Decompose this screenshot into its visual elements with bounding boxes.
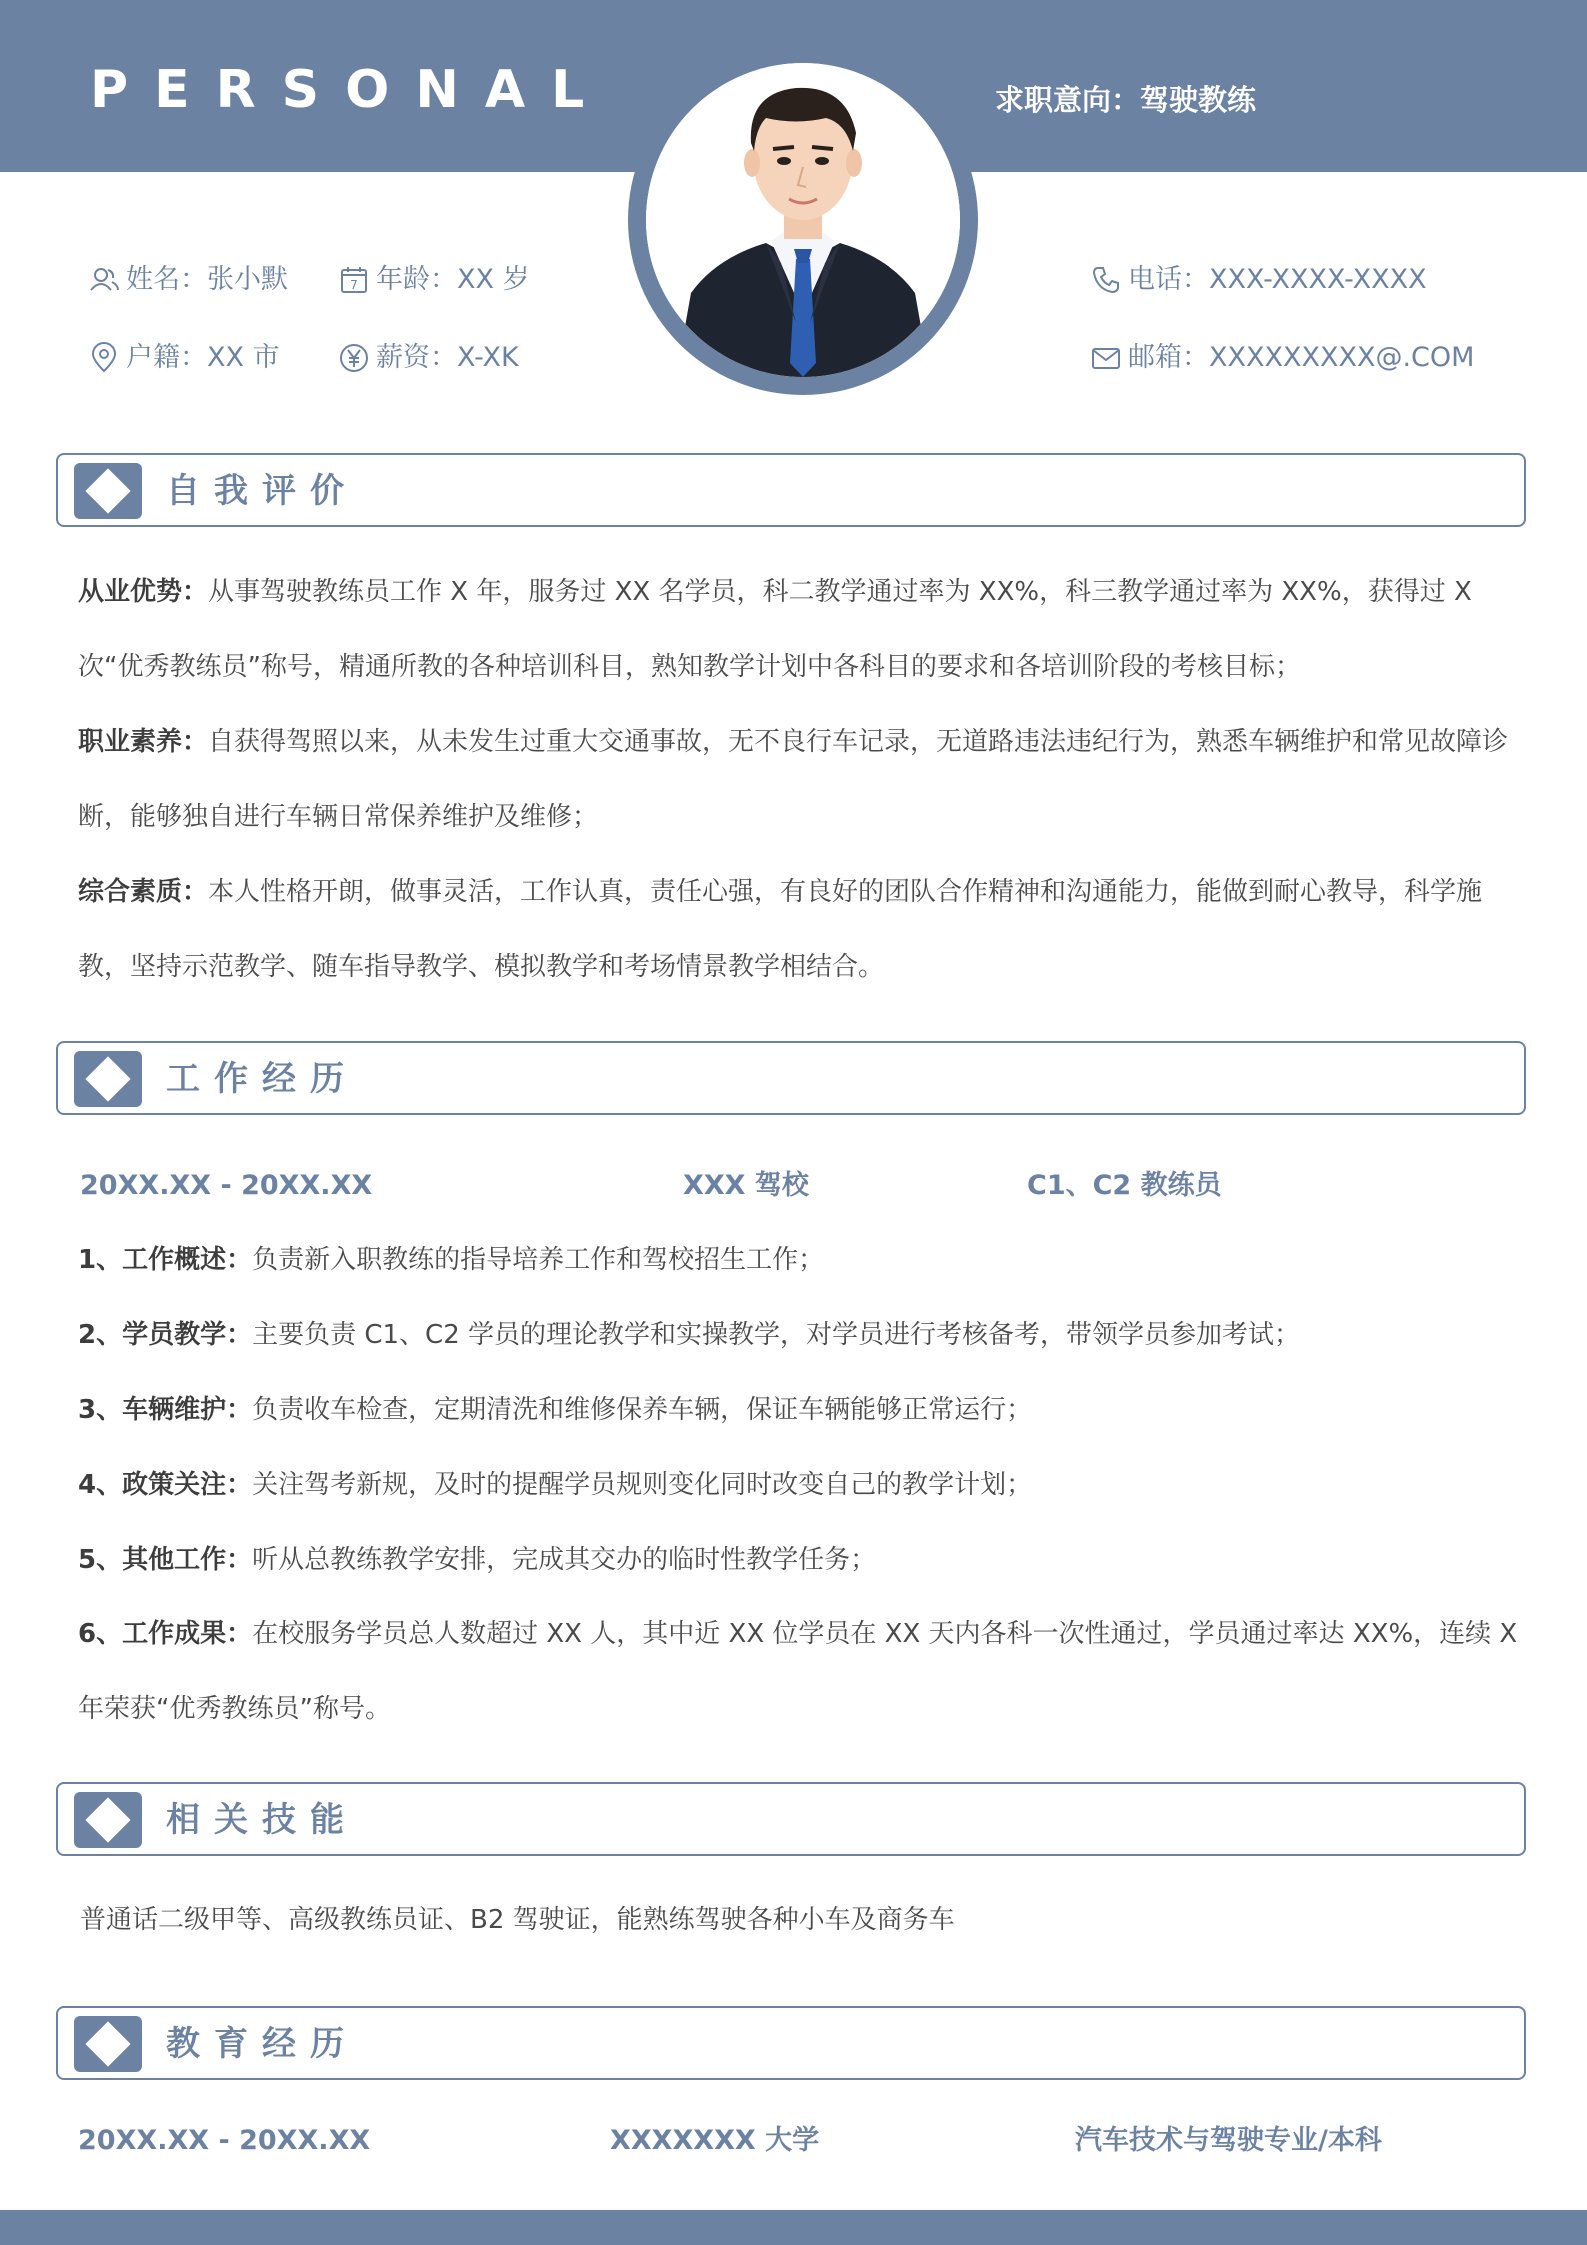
work-period: 20XX.XX - 20XX.XX (80, 1170, 373, 1201)
self-eval-p3-label: 综合素质： (78, 877, 209, 907)
section-work (56, 1041, 1526, 1115)
info-phone (1090, 260, 1427, 300)
job-intent: 求职意向：驾驶教练 (995, 83, 1257, 117)
section-badge (74, 1051, 142, 1107)
section-skills (56, 1782, 1526, 1856)
section-badge (74, 463, 142, 519)
edu-period: 20XX.XX - 20XX.XX (78, 2125, 371, 2156)
brand-title: PERSONAL (90, 60, 611, 120)
work-item (78, 1390, 1032, 1430)
section-badge (74, 2016, 142, 2072)
info-phone-text: 电话：XXX-XXXX-XXXX (1128, 264, 1427, 295)
self-eval-p2 (78, 705, 1518, 855)
section-title: 工作经历 (166, 1059, 358, 1099)
work-item-label: 5、其他工作： (78, 1545, 253, 1575)
info-email (1090, 338, 1474, 378)
work-item (78, 1465, 1032, 1505)
work-item-label: 2、学员教学： (78, 1320, 253, 1350)
work-item-label: 6、工作成果： (78, 1619, 253, 1649)
info-email-text: 邮箱：XXXXXXXXX@.COM (1128, 342, 1475, 373)
work-item-text: 关注驾考新规，及时的提醒学员规则变化同时改变自己的教学计划； (252, 1470, 1033, 1500)
work-item (78, 1240, 824, 1280)
work-item-label: 1、工作概述： (78, 1245, 253, 1275)
self-eval-p2-text: 自获得驾照以来，从未发生过重大交通事故，无不良行车记录，无道路违法违纪行为，熟悉车辆维护和常见故障诊断，能够独自进行车辆日常保养维护及维修； (78, 727, 1509, 832)
phone-icon (1090, 264, 1122, 296)
self-eval-p1 (78, 555, 1518, 705)
self-eval-p2-label: 职业素养： (78, 727, 209, 757)
section-badge (74, 1792, 142, 1848)
work-item-label: 4、政策关注： (78, 1470, 253, 1500)
work-item (78, 1597, 1518, 1747)
diamond-icon (85, 1797, 130, 1842)
section-title: 自我评价 (166, 471, 358, 511)
work-item-text: 在校服务学员总人数超过 XX 人，其中近 XX 位学员在 XX 天内各科一次性通过，学员通过率达 XX%，连续 X 年荣获“优秀教练员”称号。 (78, 1619, 1518, 1724)
edu-school: XXXXXXX 大学 (610, 2125, 820, 2156)
self-eval-p3 (78, 855, 1518, 1005)
info-hometown-text: 户籍：XX 市 (126, 342, 280, 373)
diamond-icon (85, 468, 130, 513)
work-item-text: 负责新入职教练的指导培养工作和驾校招生工作； (252, 1245, 825, 1275)
skills-text: 普通话二级甲等、高级教练员证、B2 驾驶证，能熟练驾驶各种小车及商务车 (80, 1905, 955, 1935)
location-icon (88, 342, 120, 374)
section-title: 相关技能 (166, 1800, 358, 1840)
diamond-icon (85, 1056, 130, 1101)
work-role: C1、C2 教练员 (1027, 1170, 1222, 1201)
info-age (338, 260, 530, 300)
info-salary-text: 薪资：X-XK (376, 342, 519, 373)
user-icon (88, 264, 120, 296)
work-item-label: 3、车辆维护： (78, 1395, 253, 1425)
self-eval-p1-text: 从事驾驶教练员工作 X 年，服务过 XX 名学员，科二教学通过率为 XX%，科三教学通过率为 XX%，获得过 X 次“优秀教练员”称号，精通所教的各种培训科目，熟知教学计划中各科目的要求和各培训阶段的考核目标； (78, 577, 1472, 682)
yuan-icon (338, 342, 370, 374)
work-item (78, 1540, 876, 1580)
section-title: 教育经历 (166, 2024, 358, 2064)
work-company: XXX 驾校 (683, 1170, 809, 1201)
info-name (88, 260, 288, 300)
section-education (56, 2006, 1526, 2080)
info-name-text: 姓名：张小默 (126, 264, 288, 295)
calendar-icon (338, 264, 370, 296)
work-item-text: 主要负责 C1、C2 学员的理论教学和实操教学，对学员进行考核备考，带领学员参加考试； (252, 1320, 1301, 1350)
avatar (646, 63, 960, 377)
mail-icon (1090, 342, 1122, 374)
work-item-text: 听从总教练教学安排，完成其交办的临时性教学任务； (252, 1545, 877, 1575)
self-eval-p3-text: 本人性格开朗，做事灵活，工作认真，责任心强，有良好的团队合作精神和沟通能力，能做到耐心教导，科学施教，坚持示范教学、随车指导教学、模拟教学和考场情景教学相结合。 (78, 877, 1483, 982)
info-hometown (88, 338, 280, 378)
work-item (78, 1315, 1300, 1355)
work-item-text: 负责收车检查，定期清洗和维修保养车辆，保证车辆能够正常运行； (252, 1395, 1033, 1425)
diamond-icon (85, 2021, 130, 2066)
svg-text:7: 7 (350, 278, 358, 292)
info-age-text: 年龄：XX 岁 (376, 264, 530, 295)
self-eval-p1-label: 从业优势： (78, 577, 209, 607)
footer-band (0, 2210, 1587, 2245)
edu-major: 汽车技术与驾驶专业/本科 (1075, 2125, 1382, 2156)
section-self-eval (56, 453, 1526, 527)
info-salary (338, 338, 519, 378)
